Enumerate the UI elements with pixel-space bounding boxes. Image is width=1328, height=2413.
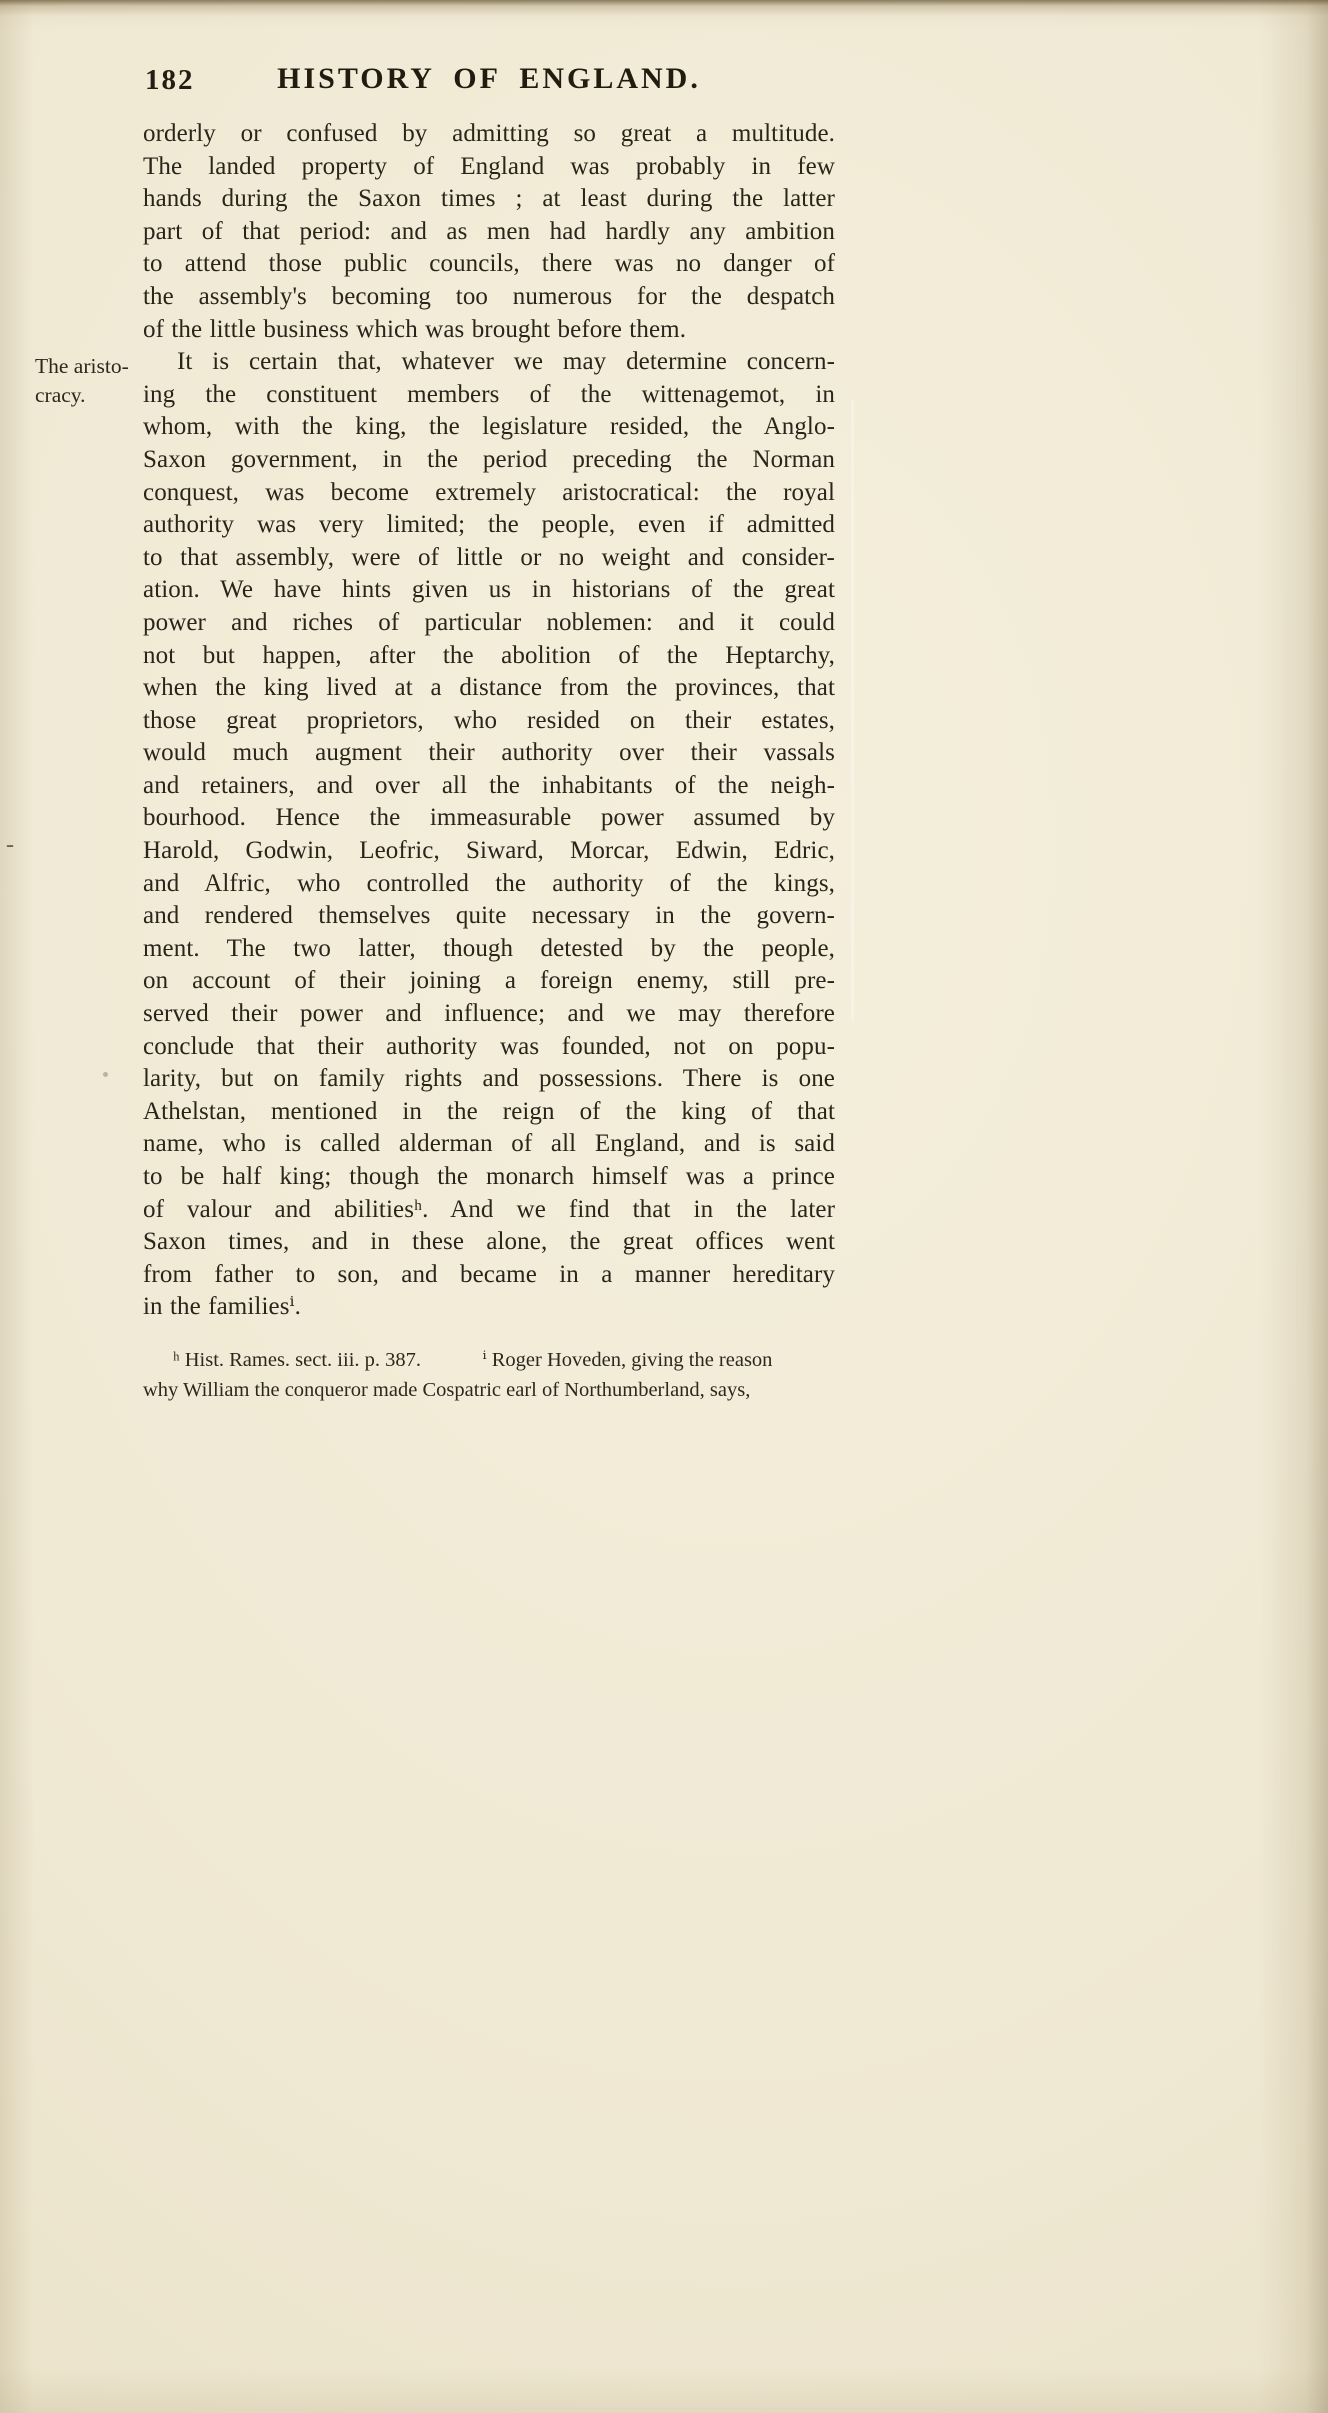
text-line: hands during the Saxon times ; at least during the latter (143, 185, 835, 213)
text-line: conclude that their authority was founded, not on popu- (143, 1032, 835, 1060)
text-line: on account of their joining a foreign enemy, still pre- (143, 967, 835, 995)
text-line: orderly or confused by admitting so great a multitude. (143, 120, 835, 147)
text-line: conquest, was become extremely aristocratical: the royal (143, 478, 835, 506)
text-line: not but happen, after the abolition of the Heptarchy, (143, 641, 835, 669)
text-line: would much augment their authority over their vassals (143, 739, 835, 767)
margin-note (35, 352, 147, 410)
text-line: those great proprietors, who resided on their estates, (143, 706, 835, 734)
text-line: Saxon times, and in these alone, the great offices went (143, 1228, 835, 1256)
text-line: of the little business which was brought before them. (143, 315, 687, 343)
text-line: and Alfric, who controlled the authority of the kings, (143, 869, 835, 897)
text-line: ment. The two latter, though detested by the people, (143, 934, 835, 962)
text-line: and retainers, and over all the inhabitants of the neigh- (143, 771, 835, 799)
text-line: when the king lived at a distance from the provinces, that (143, 674, 835, 702)
text-line: to that assembly, were of little or no weight and consider- (143, 543, 835, 571)
text-line: of valour and abilitiesʰ. And we find that in the later (143, 1195, 835, 1223)
text-line: from father to son, and became in a manner hereditary (143, 1260, 835, 1288)
text-line: name, who is called alderman of all England, and is said (143, 1130, 835, 1158)
text-line: part of that period: and as men had hardly any ambition (143, 217, 835, 245)
text-line: Athelstan, mentioned in the reign of the king of that (143, 1097, 835, 1125)
margin-note-line: cracy. (35, 383, 86, 407)
page-header (143, 62, 835, 104)
margin-note-line: The aristo- (35, 354, 129, 378)
running-title: HISTORY OF ENGLAND. (277, 62, 701, 95)
text-line: whom, with the king, the legislature resided, the Anglo- (143, 413, 835, 441)
text-line: ing the constituent members of the wittenagemot, in (143, 380, 835, 408)
text-line: power and riches of particular noblemen: and it could (143, 608, 835, 636)
text-line: The landed property of England was probably in few (143, 152, 835, 180)
footnote-line: why William the conqueror made Cospatric earl of Northumberland, says, (143, 1378, 751, 1401)
footnote-line: ʰ Hist. Rames. sect. iii. p. 387. ⁱ Roger Hoveden, giving the reason (173, 1349, 773, 1371)
text-line: in the familiesⁱ. (143, 1293, 301, 1321)
page-number: 182 (145, 64, 195, 96)
text-line: Saxon government, in the period preceding the Norman (143, 445, 835, 473)
text-line: authority was very limited; the people, even if admitted (143, 511, 835, 539)
text-line: Harold, Godwin, Leofric, Siward, Morcar, Edwin, Edric, (143, 837, 835, 865)
text-line: larity, but on family rights and possessions. There is one (143, 1065, 835, 1093)
scan-artifact-streak (851, 400, 854, 1020)
text-line: the assembly's becoming too numerous for the despatch (143, 282, 835, 310)
text-line: served their power and influence; and we may therefore (143, 1000, 835, 1028)
text-line: bourhood. Hence the immeasurable power assumed by (143, 804, 835, 832)
text-line: to be half king; though the monarch himself was a prince (143, 1163, 835, 1190)
text-line: and rendered themselves quite necessary in the govern- (143, 902, 835, 930)
text-line: ation. We have hints given us in historians of the great (143, 576, 835, 604)
body-text (143, 118, 835, 1324)
text-line: to attend those public councils, there was no danger of (143, 250, 835, 278)
scan-artifact-dash: - (6, 832, 14, 858)
scan-artifact-dot (103, 1072, 108, 1077)
footnotes (143, 1346, 843, 1405)
text-line: It is certain that, whatever we may determine concern- (177, 348, 835, 376)
